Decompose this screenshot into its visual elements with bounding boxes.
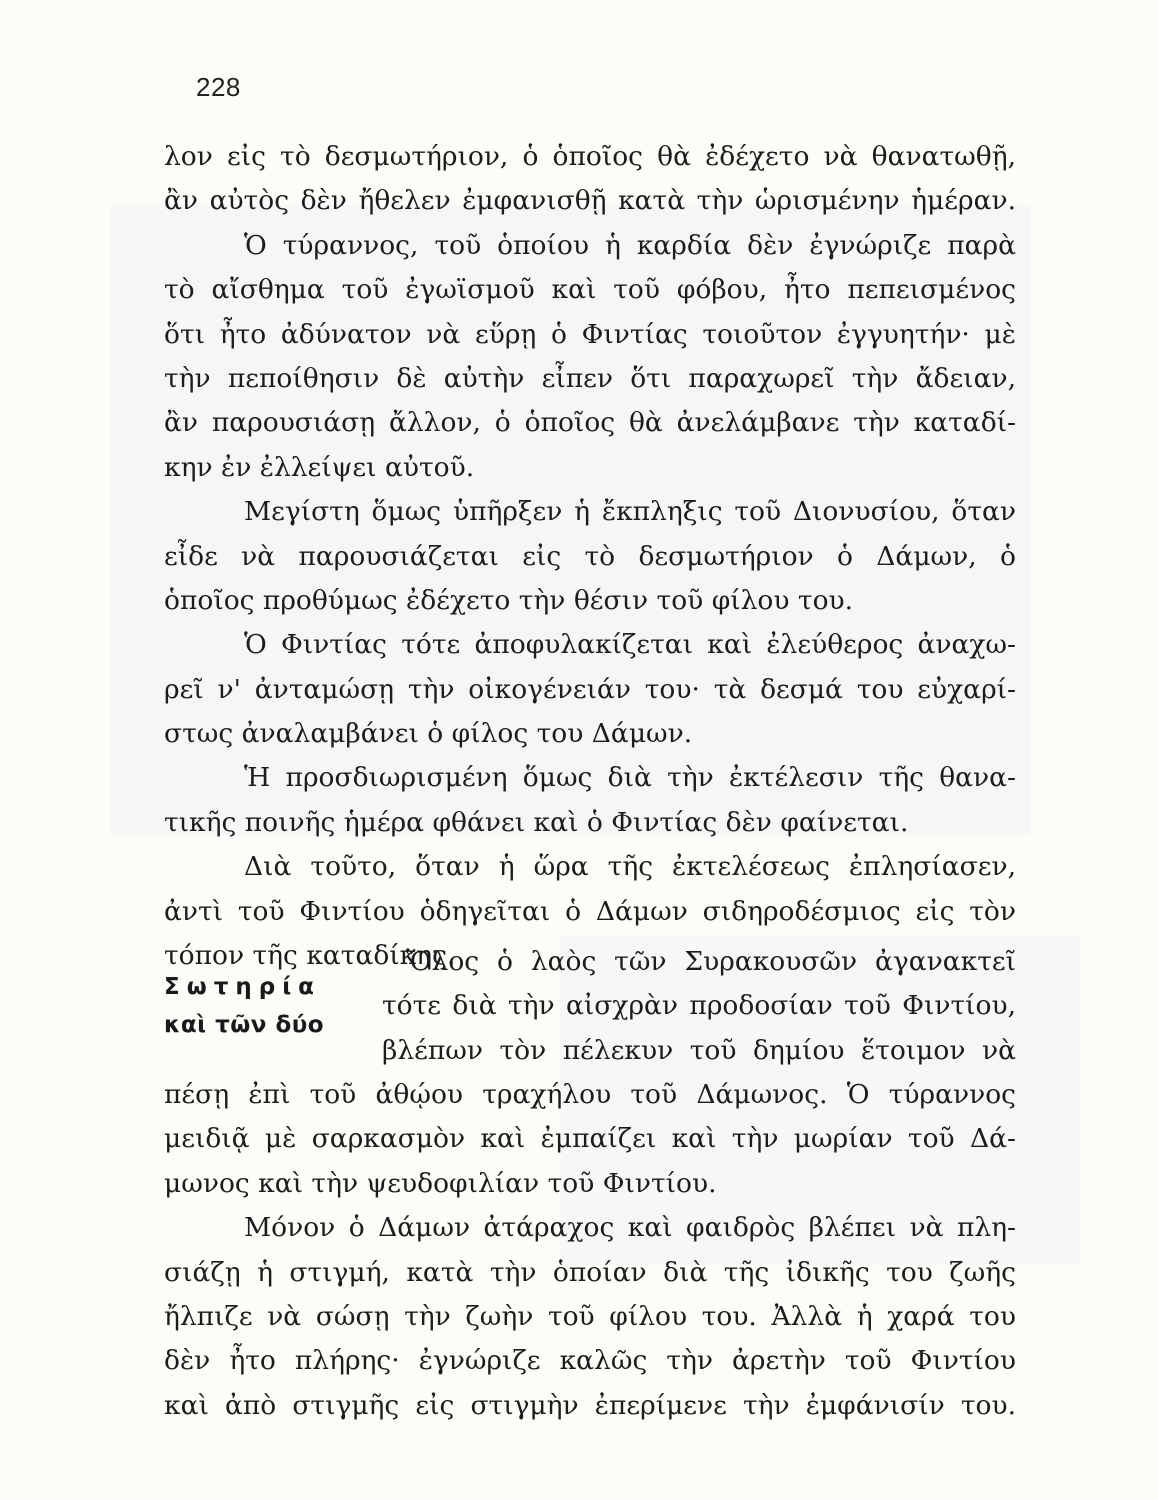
text-line: μωνος καὶ τὴν ψευδοφιλίαν τοῦ Φιντίου. [164, 1167, 717, 1199]
text-line: μειδιᾷ μὲ σαρκασμὸν καὶ ἐμπαίζει καὶ τὴν μωρίαν τοῦ Δά- [164, 1123, 1016, 1155]
text-line: τὸ αἴσθημα τοῦ ἐγωϊσμοῦ καὶ τοῦ φόβου, ἦτο πεπεισμένος [164, 274, 1016, 306]
text-line: Ὁ Φιντίας τότε ἀποφυλακίζεται καὶ ἐλεύθερος ἀναχω- [244, 629, 1016, 661]
text-line: στως ἀναλαμβάνει ὁ φίλος του Δάμων. [164, 718, 693, 750]
text-line: τόπον τῆς καταδίκης. [164, 940, 456, 972]
text-line: Διὰ τοῦτο, ὅταν ἡ ὥρα τῆς ἐκτελέσεως ἐπλησίασεν, [244, 851, 1016, 883]
text-line: δὲν ἦτο πλήρης· ἐγνώριζε καλῶς τὴν ἀρετὴν τοῦ Φιντίου [164, 1345, 1016, 1377]
text-line: πέσῃ ἐπὶ τοῦ ἀθῴου τραχήλου τοῦ Δάμωνος. Ὁ τύραννος [164, 1079, 1016, 1110]
text-line: λον εἰς τὸ δεσμωτήριον, ὁ ὁποῖος θὰ ἐδέχετο νὰ θανατωθῇ, [164, 141, 1016, 172]
text-line: εἶδε νὰ παρουσιάζεται εἰς τὸ δεσμωτήριον ὁ Δάμων, ὁ [164, 540, 1016, 572]
text-line: ἂν παρουσιάσῃ ἄλλον, ὁ ὁποῖος θὰ ἀνελάμβανε τὴν καταδί- [164, 407, 1016, 439]
text-line: τότε διὰ τὴν αἰσχρὰν προδοσίαν τοῦ Φιντίου, [382, 990, 1016, 1022]
text-line: σιάζῃ ἡ στιγμή, κατὰ τὴν ὁποίαν διὰ τῆς ἰδικῆς του ζωῆς [164, 1256, 1016, 1288]
text-line: ἀντὶ τοῦ Φιντίου ὁδηγεῖται ὁ Δάμων σιδηροδέσμιος εἰς τὸν [164, 895, 1016, 927]
text-line: κην ἐν ἐλλείψει αὐτοῦ. [164, 451, 475, 483]
text-line: τὴν πεποίθησιν δὲ αὐτὴν εἶπεν ὅτι παραχωρεῖ τὴν ἄδειαν, [164, 362, 1016, 394]
text-line: καὶ ἀπὸ στιγμῆς εἰς στιγμὴν ἐπερίμενε τὴν ἐμφάνισίν του. [164, 1389, 1016, 1421]
text-line: Ὅλος ὁ λαὸς τῶν Συρακουσῶν ἀγανακτεῖ [406, 946, 1016, 977]
text-line: ὁποῖος προθύμως ἐδέχετο τὴν θέσιν τοῦ φίλου του. [164, 584, 854, 616]
text-line: βλέπων τὸν πέλεκυν τοῦ δημίου ἕτοιμον νὰ [382, 1034, 1016, 1066]
continuation-text [164, 1073, 1016, 1428]
side-heading [164, 968, 374, 1044]
side-heading-line: καὶ τῶν δύο [164, 1012, 325, 1038]
main-text [164, 135, 1016, 978]
text-line: Ὁ τύραννος, τοῦ ὁποίου ἡ καρδία δὲν ἐγνώριζε παρὰ [244, 229, 1016, 261]
side-text [382, 940, 1016, 1073]
text-line: Μεγίστη ὅμως ὑπῆρξεν ἡ ἔκπληξις τοῦ Διονυσίου, ὅταν [244, 496, 1016, 528]
text-line: ὅτι ἦτο ἀδύνατον νὰ εὕρῃ ὁ Φιντίας τοιοῦτον ἐγγυητήν· μὲ [164, 318, 1016, 350]
text-line: Μόνον ὁ Δάμων ἀτάραχος καὶ φαιδρὸς βλέπει νὰ πλη- [244, 1212, 1016, 1244]
text-line: ἂν αὐτὸς δὲν ἤθελεν ἐμφανισθῇ κατὰ τὴν ὡρισμένην ἡμέραν. [164, 185, 1016, 217]
page-number: 228 [196, 72, 241, 102]
text-line: ἤλπιζε νὰ σώσῃ τὴν ζωὴν τοῦ φίλου του. Ἀλλὰ ἡ χαρά του [164, 1300, 1016, 1332]
text-line: τικῆς ποινῆς ἡμέρα φθάνει καὶ ὁ Φιντίας δὲν φαίνεται. [164, 806, 909, 838]
text-line: Ἡ προσδιωρισμένη ὅμως διὰ τὴν ἐκτέλεσιν τῆς θανα- [244, 762, 1016, 794]
text-line: ρεῖ ν' ἀνταμώσῃ τὴν οἰκογένειάν του· τὰ δεσμά του εὐχαρί- [164, 673, 1016, 705]
side-heading-line: Σωτηρία [164, 974, 321, 1000]
